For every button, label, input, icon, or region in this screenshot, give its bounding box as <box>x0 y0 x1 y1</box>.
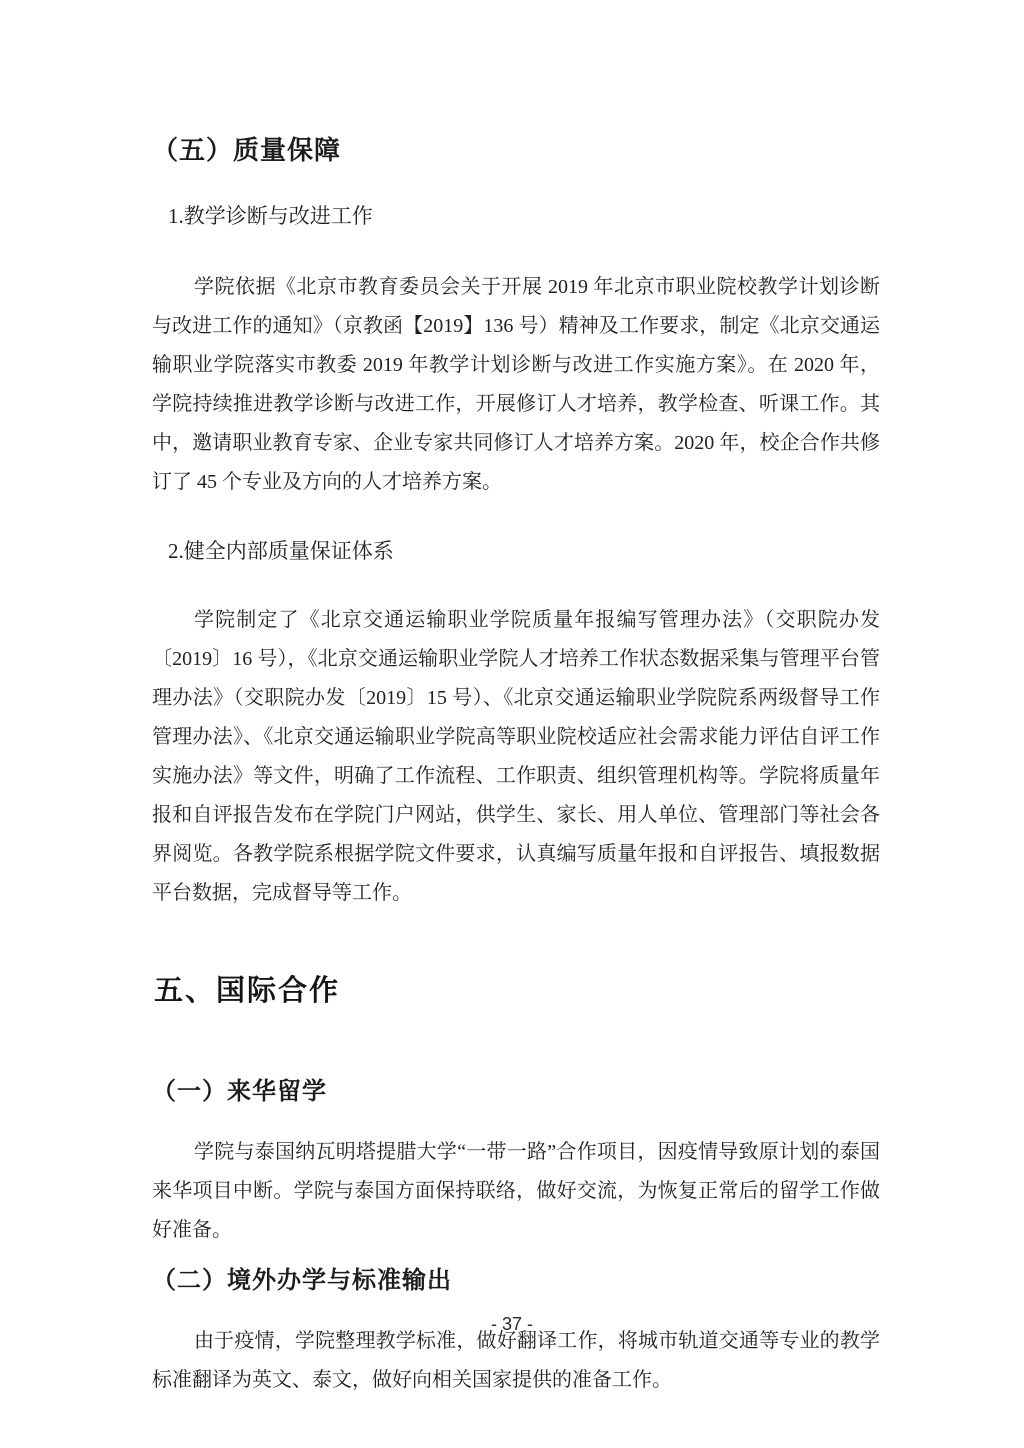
section-heading-quality-assurance: （五）质量保障 <box>152 135 342 165</box>
paragraph-internal-quality-system: 学院制定了《北京交通运输职业学院质量年报编写管理办法》（交职院办发〔2019〕16 号），《北京交通运输职业学院人才培养工作状态数据采集与管理平台管理办法》（交职院办发〔2019〕15 号）、《北京交通运输职业学院院系两级督导工作管理办法》、《北京交通运输职业学院高等职业院校适应社会需求能力评估自评工作实施办法》等文件，明确了工作流程、工作职责、组织管理机构等。学院将质量年报和自评报告发布在学院门户网站，供学生、家长、用人单位、管理部门等社会各界阅览。各教学院系根据学院文件要求，认真编写质量年报和自评报告、填报数据平台数据，完成督导等工作。 <box>152 609 880 904</box>
subsection-heading-internal-quality-system: 2.健全内部质量保证体系 <box>168 539 394 563</box>
section-heading-overseas-education-standards: （二）境外办学与标准输出 <box>152 1267 452 1294</box>
document-content <box>0 133 1024 1400</box>
subsection-heading-teaching-diagnosis: 1.教学诊断与改进工作 <box>168 204 373 228</box>
section-heading-study-in-china: （一）来华留学 <box>152 1078 327 1105</box>
paragraph-teaching-diagnosis: 学院依据《北京市教育委员会关于开展 2019 年北京市职业院校教学计划诊断与改进工作的通知》（京教函【2019】136 号）精神及工作要求，制定《北京交通运输职业学院落实市教委 2019 年教学计划诊断与改进工作实施方案》。在 2020 年，学院持续推进教学诊断与改进工作，开展修订人才培养，教学检查、听课工作。其中，邀请职业教育专家、企业专家共同修订人才培养方案。2020 年，校企合作共修订了 45 个专业及方向的人才培养方案。 <box>152 276 880 493</box>
chapter-heading-international-cooperation: 五、国际合作 <box>154 975 341 1007</box>
paragraph-study-in-china: 学院与泰国纳瓦明塔提腊大学“一带一路”合作项目，因疫情导致原计划的泰国来华项目中断。学院与泰国方面保持联络，做好交流，为恢复正常后的留学工作做好准备。 <box>152 1141 880 1241</box>
paragraph-overseas-education-standards: 由于疫情，学院整理教学标准，做好翻译工作，将城市轨道交通等专业的教学标准翻译为英文、泰文，做好向相关国家提供的准备工作。 <box>152 1330 880 1391</box>
page-number: - 37 - <box>490 1314 533 1334</box>
